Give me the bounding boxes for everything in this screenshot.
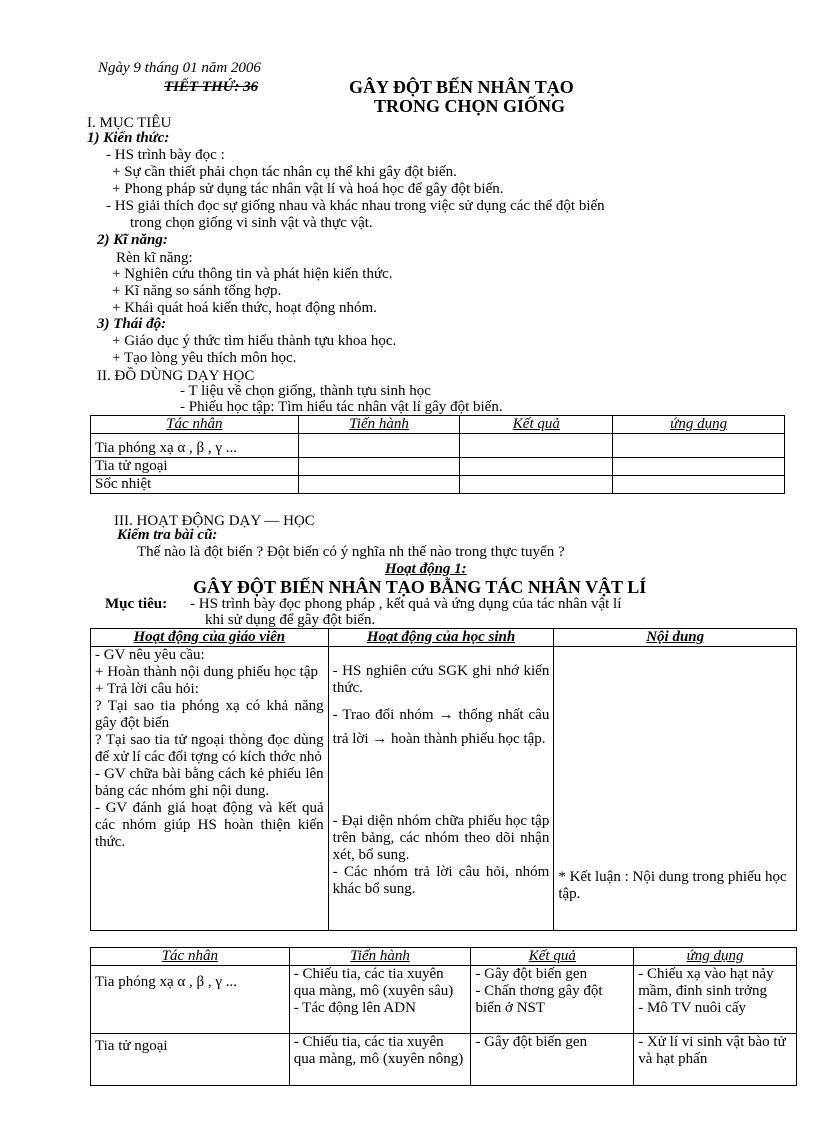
attitude-line: + Tạo lòng yêu thích môn học. [112, 350, 297, 366]
knowledge-line: - HS trình bày đọc : [106, 147, 225, 163]
answer-line: - Chiếu xạ vào hạt nảy mầm, đỉnh sinh trởng [638, 966, 774, 999]
worksheet-table [90, 415, 785, 494]
check-question: Thế nào là đột biến ? Đột biến có ý nghĩa nh thế nào trong thực tuyển ? [137, 544, 565, 560]
worksheet-header: ứng dụng [613, 416, 785, 434]
title-line-1: GÂY ĐỘT BẾN NHÂN TẠO [349, 77, 574, 97]
teacher-line: - GV nêu yêu cầu: [95, 647, 205, 663]
worksheet-cell [460, 476, 613, 494]
teacher-line: - GV chữa bài bằng cách kẻ phiếu lên bảng các nhóm ghi nội dung. [95, 766, 324, 799]
student-line: - Đại diện nhóm chữa phiếu học tập trên bảng, các nhóm theo dõi nhận xét, bổ sung. [332, 813, 550, 863]
answer-line: - Chiếu tia, các tia xuyên qua màng, mô (xuyên nông) [293, 1034, 464, 1067]
worksheet-cell: Sốc nhiệt [91, 476, 299, 494]
skills-heading: 2) Kĩ năng: [97, 232, 168, 248]
check-heading: Kiểm tra bài cũ: [117, 527, 218, 543]
teacher-activity-cell [91, 647, 329, 931]
teacher-line: ? Tại sao tia phóng xạ có khả năng gây đột biến [95, 698, 324, 731]
student-line: - Các nhóm trả lời câu hỏi, nhóm khác bổ sung. [332, 864, 550, 897]
worksheet-cell [460, 434, 613, 458]
answer-line: - Tác động lên ADN [293, 1000, 416, 1016]
title-line-2: TRONG CHỌN GIỐNG [374, 96, 566, 116]
answer-header: Tác nhân [91, 948, 290, 966]
student-line: - HS nghiên cứu SGK ghi nhớ kiến thức. [332, 663, 550, 696]
materials-heading: II. ĐỒ DÙNG DẠY HỌC [97, 368, 255, 384]
knowledge-line: + Sự cần thiết phải chọn tác nhân cụ thể khi gây đột biến. [112, 164, 457, 180]
answer-header: ứng dụng [634, 948, 797, 966]
date-line: Ngày 9 tháng 01 năm 2006 [98, 60, 261, 76]
knowledge-line: - HS giải thích đọc sự giống nhau và khác nhau trong việc sử dụng các thể đột biến [106, 198, 605, 214]
student-activity-cell [328, 647, 554, 931]
activity1-label: Hoạt động 1: [385, 561, 467, 577]
answer-line: - Xử lí vi sinh vật bào tử và hạt phấn [638, 1034, 786, 1067]
answer-line: - Gây đột biến gen [475, 1034, 588, 1050]
answer-line: - Gây đột biến gen [475, 966, 588, 982]
teacher-line: + Trả lời câu hỏi: [95, 681, 199, 697]
activity-header-content: Nội dung [554, 629, 797, 647]
worksheet-header: Kết quả [460, 416, 613, 434]
worksheet-cell [460, 458, 613, 476]
skills-line: + Khái quát hoá kiến thức, hoạt động nhóm. [112, 300, 377, 316]
knowledge-line: trong chọn giống vi sinh vật và thực vật. [130, 215, 373, 231]
worksheet-cell: Tia phóng xạ α , β , γ ... [91, 434, 299, 458]
activity1-title: GÂY ĐỘT BIẾN NHÂN TẠO BẰNG TÁC NHÂN VẬT LÍ [193, 577, 647, 597]
worksheet-cell [298, 434, 460, 458]
answer-agent: Tia phóng xạ α , β , γ ... [91, 966, 290, 1034]
student-line: - Trao đổi nhóm → thống nhất câu trả lời → hoàn thành phiếu học tập. [332, 707, 550, 747]
activity-table [90, 628, 797, 931]
worksheet-cell [613, 434, 785, 458]
materials-line: - Phiếu học tập: Tìm hiểu tác nhân vật lí gây đột biến. [180, 399, 503, 415]
goal-label: Mục tiêu: [105, 596, 168, 612]
answer-header: Tiến hành [289, 948, 471, 966]
answer-line: - Chấn thơng gây đột biến ở NST [475, 983, 603, 1016]
activity-header-teacher: Hoạt động của giáo viên [91, 629, 329, 647]
lesson-number: TIẾT THỨ: 36 [164, 79, 259, 95]
worksheet-header: Tác nhân [91, 416, 299, 434]
worksheet-cell [298, 476, 460, 494]
worksheet-cell [613, 476, 785, 494]
teacher-line: ? Tại sao tia tử ngoại thòng đọc dùng để xử lí các đối tợng có kích thớc nhỏ [95, 732, 324, 765]
worksheet-header: Tiến hành [298, 416, 460, 434]
activities-heading: III. HOẠT ĐỘNG DẠY — HỌC [114, 513, 315, 529]
attitude-heading: 3) Thái độ: [97, 316, 167, 332]
answer-procedure [289, 966, 471, 1034]
teacher-line: - GV đánh giá hoạt động và kết quả các nhóm giúp HS hoàn thiện kiến thức. [95, 800, 324, 850]
answer-line: - Mô TV nuôi cấy [638, 1000, 746, 1016]
worksheet-cell [613, 458, 785, 476]
skills-line: + Kĩ năng so sánh tổng hợp. [112, 283, 282, 299]
skills-line: + Nghiên cứu thông tin và phát hiện kiến thức. [112, 266, 393, 282]
worksheet-cell: Tia tử ngoại [91, 458, 299, 476]
activity-header-student: Hoạt động của học sinh [328, 629, 554, 647]
content-conclusion: * Kết luận : Nội dung trong phiếu học tập. [558, 869, 787, 902]
answer-table [90, 947, 797, 1086]
answer-result [471, 1034, 634, 1086]
attitude-line: + Giáo dục ý thức tìm hiểu thành tựu khoa học. [112, 333, 397, 349]
goal-line-2: khi sử dụng để gây đột biến. [205, 612, 376, 628]
answer-header: Kết quả [471, 948, 634, 966]
answer-procedure [289, 1034, 471, 1086]
answer-application [634, 966, 797, 1034]
objectives-heading: I. MỤC TIÊU [87, 115, 172, 131]
content-cell [554, 647, 797, 931]
teacher-line: + Hoàn thành nội dung phiếu học tập [95, 664, 319, 680]
materials-line: - T liệu về chọn giống, thành tựu sinh học [180, 383, 431, 399]
worksheet-cell [298, 458, 460, 476]
skills-line: Rèn kĩ năng: [116, 250, 193, 266]
answer-application [634, 1034, 797, 1086]
knowledge-line: + Phong pháp sử dụng tác nhân vật lí và hoá học để gây đột biến. [112, 181, 504, 197]
answer-line: - Chiếu tia, các tia xuyên qua màng, mô (xuyên sâu) [293, 966, 454, 999]
answer-result [471, 966, 634, 1034]
knowledge-heading: 1) Kiến thức: [87, 130, 170, 146]
answer-agent: Tia tử ngoại [91, 1034, 290, 1086]
goal-line-1: - HS trình bày đọc phong pháp , kết quả và ứng dụng của tác nhân vật lí [190, 596, 622, 612]
